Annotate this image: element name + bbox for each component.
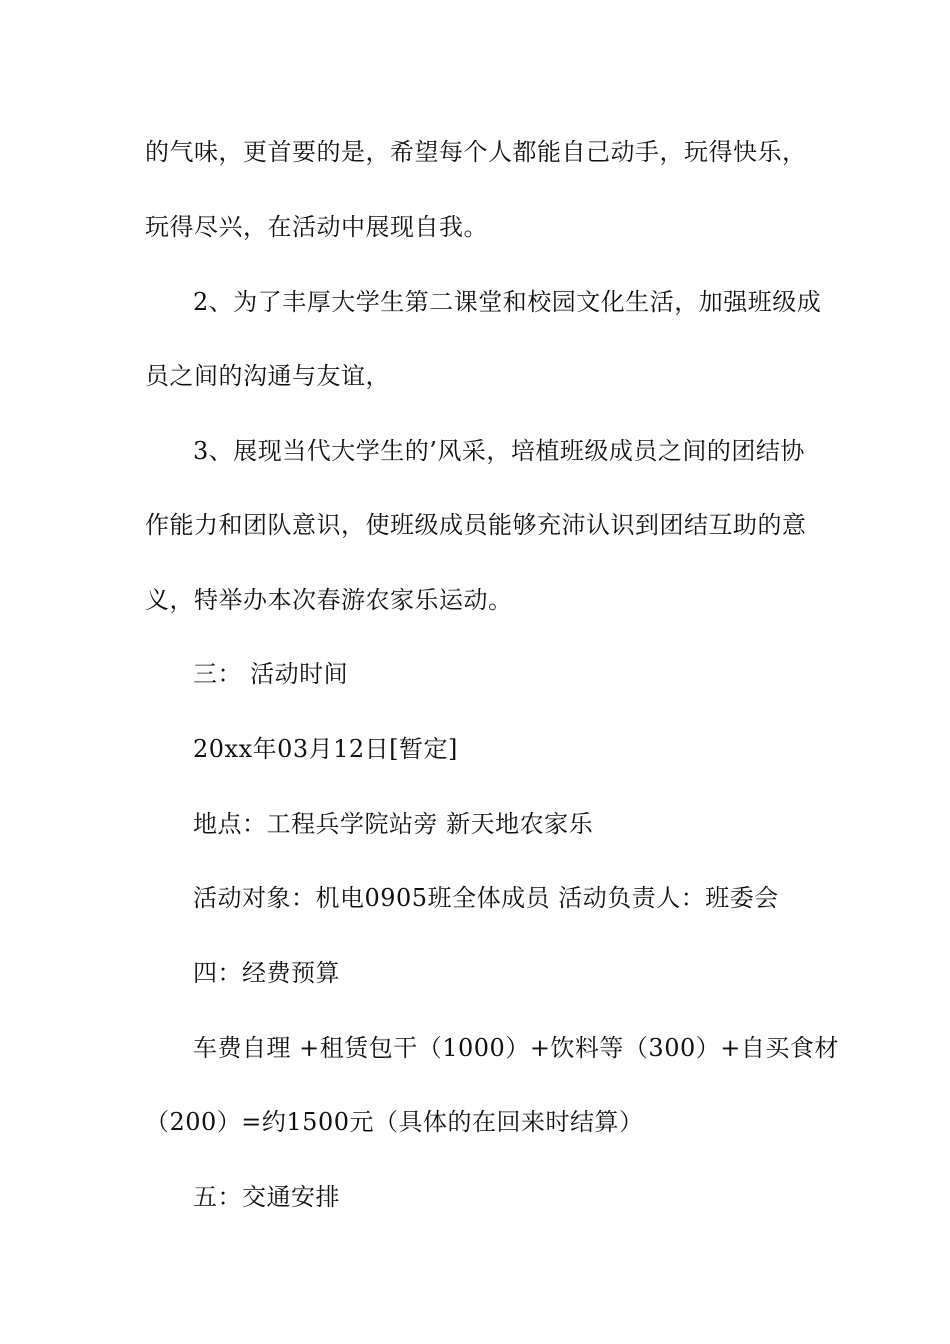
paragraph-line: 活动对象：机电0905班全体成员 活动负责人：班委会 [193,884,779,912]
section-heading: 三： 活动时间 [193,660,349,688]
paragraph-line: 玩得尽兴，在活动中展现自我。 [145,213,488,241]
paragraph-line: 的气味，更首要的是，希望每个人都能自己动手，玩得快乐， [145,138,807,166]
paragraph-line: （200）=约1500元（具体的在回来时结算） [145,1108,644,1136]
paragraph-line: 员之间的沟通与友谊， [145,362,390,390]
section-heading: 四：经费预算 [193,959,340,987]
paragraph-line: 车费自理 +租赁包干（1000）+饮料等（300）+自买食材 [193,1034,839,1062]
paragraph-line: 20xx年03月12日[暂定] [193,735,458,763]
paragraph-line: 3、展现当代大学生的’风采，培植班级成员之间的团结协 [193,437,805,465]
paragraph-line: 作能力和团队意识，使班级成员能够充沛认识到团结互助的意 [145,511,807,539]
section-heading: 五：交通安排 [193,1183,340,1211]
paragraph-line: 2、为了丰厚大学生第二课堂和校园文化生活，加强班级成 [193,288,822,316]
paragraph-line: 地点：工程兵学院站旁 新天地农家乐 [193,810,594,838]
paragraph-line: 义，特举办本次春游农家乐运动。 [145,586,513,614]
